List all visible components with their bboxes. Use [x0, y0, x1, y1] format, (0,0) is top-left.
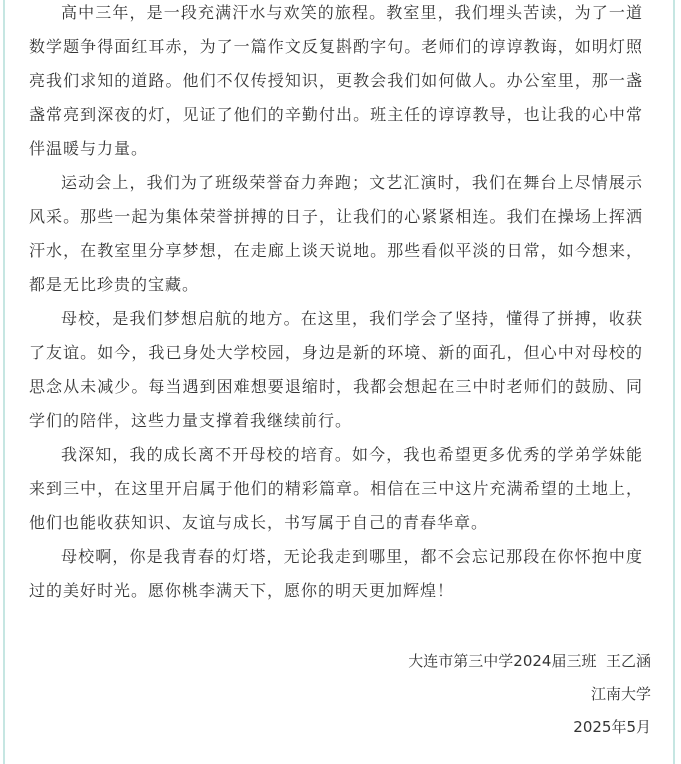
paragraph: 母校啊，你是我青春的灯塔，无论我走到哪里，都不会忘记那段在你怀抱中度过的美好时光。愿你桃李满天下，愿你的明天更加辉煌！: [29, 547, 643, 600]
signature-author: 大连市第三中学2024届三班 王乙涵: [408, 652, 651, 670]
article-body: [29, 0, 643, 608]
paragraph: 我深知，我的成长离不开母校的培育。如今，我也希望更多优秀的学弟学妹能来到三中，在这里开启属于他们的精彩篇章。相信在三中这片充满希望的土地上，他们也能收获知识、友谊与成长，书写属于自己的青春华章。: [29, 445, 643, 532]
signature-date: 2025年5月: [573, 718, 651, 736]
signature-school: 江南大学: [590, 685, 651, 703]
paragraph: 运动会上，我们为了班级荣誉奋力奔跑；文艺汇演时，我们在舞台上尽情展示风采。那些一起为集体荣誉拼搏的日子，让我们的心紧紧相连。我们在操场上挥洒汗水，在教室里分享梦想，在走廊上谈天说地。那些看似平淡的日常，如今想来，都是无比珍贵的宝藏。: [29, 173, 643, 294]
paragraph: 高中三年，是一段充满汗水与欢笑的旅程。教室里，我们埋头苦读，为了一道数学题争得面红耳赤，为了一篇作文反复斟酌字句。老师们的谆谆教诲，如明灯照亮我们求知的道路。他们不仅传授知识，更教会我们如何做人。办公室里，那一盏盏常亮到深夜的灯，见证了他们的辛勤付出。班主任的谆谆教导，也让我的心中常伴温暖与力量。: [29, 3, 643, 158]
paragraph: 母校，是我们梦想启航的地方。在这里，我们学会了坚持，懂得了拼搏，收获了友谊。如今，我已身处大学校园，身边是新的环境、新的面孔，但心中对母校的思念从未减少。每当遇到困难想要退缩时，我都会想起在三中时老师们的鼓励、同学们的陪伴，这些力量支撑着我继续前行。: [29, 309, 643, 430]
signature-block: [408, 645, 651, 744]
